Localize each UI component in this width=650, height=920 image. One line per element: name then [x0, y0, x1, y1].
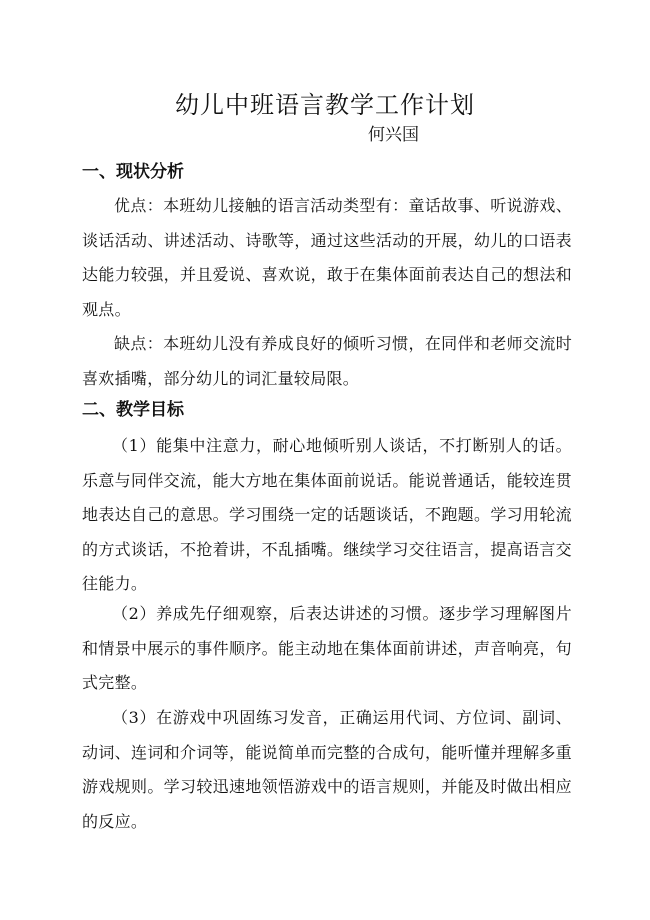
document-title: 幼儿中班语言教学工作计划 — [175, 91, 475, 119]
section-heading-goals: 二、教学目标 — [82, 400, 184, 420]
section-heading-status: 一、现状分析 — [82, 162, 184, 182]
paragraph-goal-3: （3）在游戏中巩固练习发音，正确运用代词、方位词、副词、动词、连词和介词等，能说简单而完整的合成句，能听懂并理解多重游戏规则。学习较迅速地领悟游戏中的语言规则，并能及时做出相应的反应。 — [82, 708, 572, 831]
paragraph-goal-2: （2）养成先仔细观察，后表达讲述的习惯。逐步学习理解图片和情景中展示的事件顺序。能主动地在集体面前讲述，声音响亮，句式完整。 — [82, 604, 572, 692]
paragraph-advantages: 优点：本班幼儿接触的语言活动类型有：童话故事、听说游戏、谈话活动、讲述活动、诗歌等，通过这些活动的开展，幼儿的口语表达能力较强，并且爱说、喜欢说，敢于在集体面前表达自己的想法和观点。 — [82, 196, 572, 319]
paragraph-shortcomings: 缺点：本班幼儿没有养成良好的倾听习惯，在同伴和老师交流时喜欢插嘴，部分幼儿的词汇量较局限。 — [82, 334, 572, 388]
document-author: 何兴国 — [368, 125, 419, 145]
paragraph-goal-1: （1）能集中注意力，耐心地倾听别人谈话，不打断别人的话。乐意与同伴交流，能大方地在集体面前说话。能说普通话，能较连贯地表达自己的意思。学习围绕一定的话题谈话，不跑题。学习用轮流的方式谈话，不抢着讲，不乱插嘴。继续学习交往语言，提高语言交往能力。 — [82, 436, 572, 593]
